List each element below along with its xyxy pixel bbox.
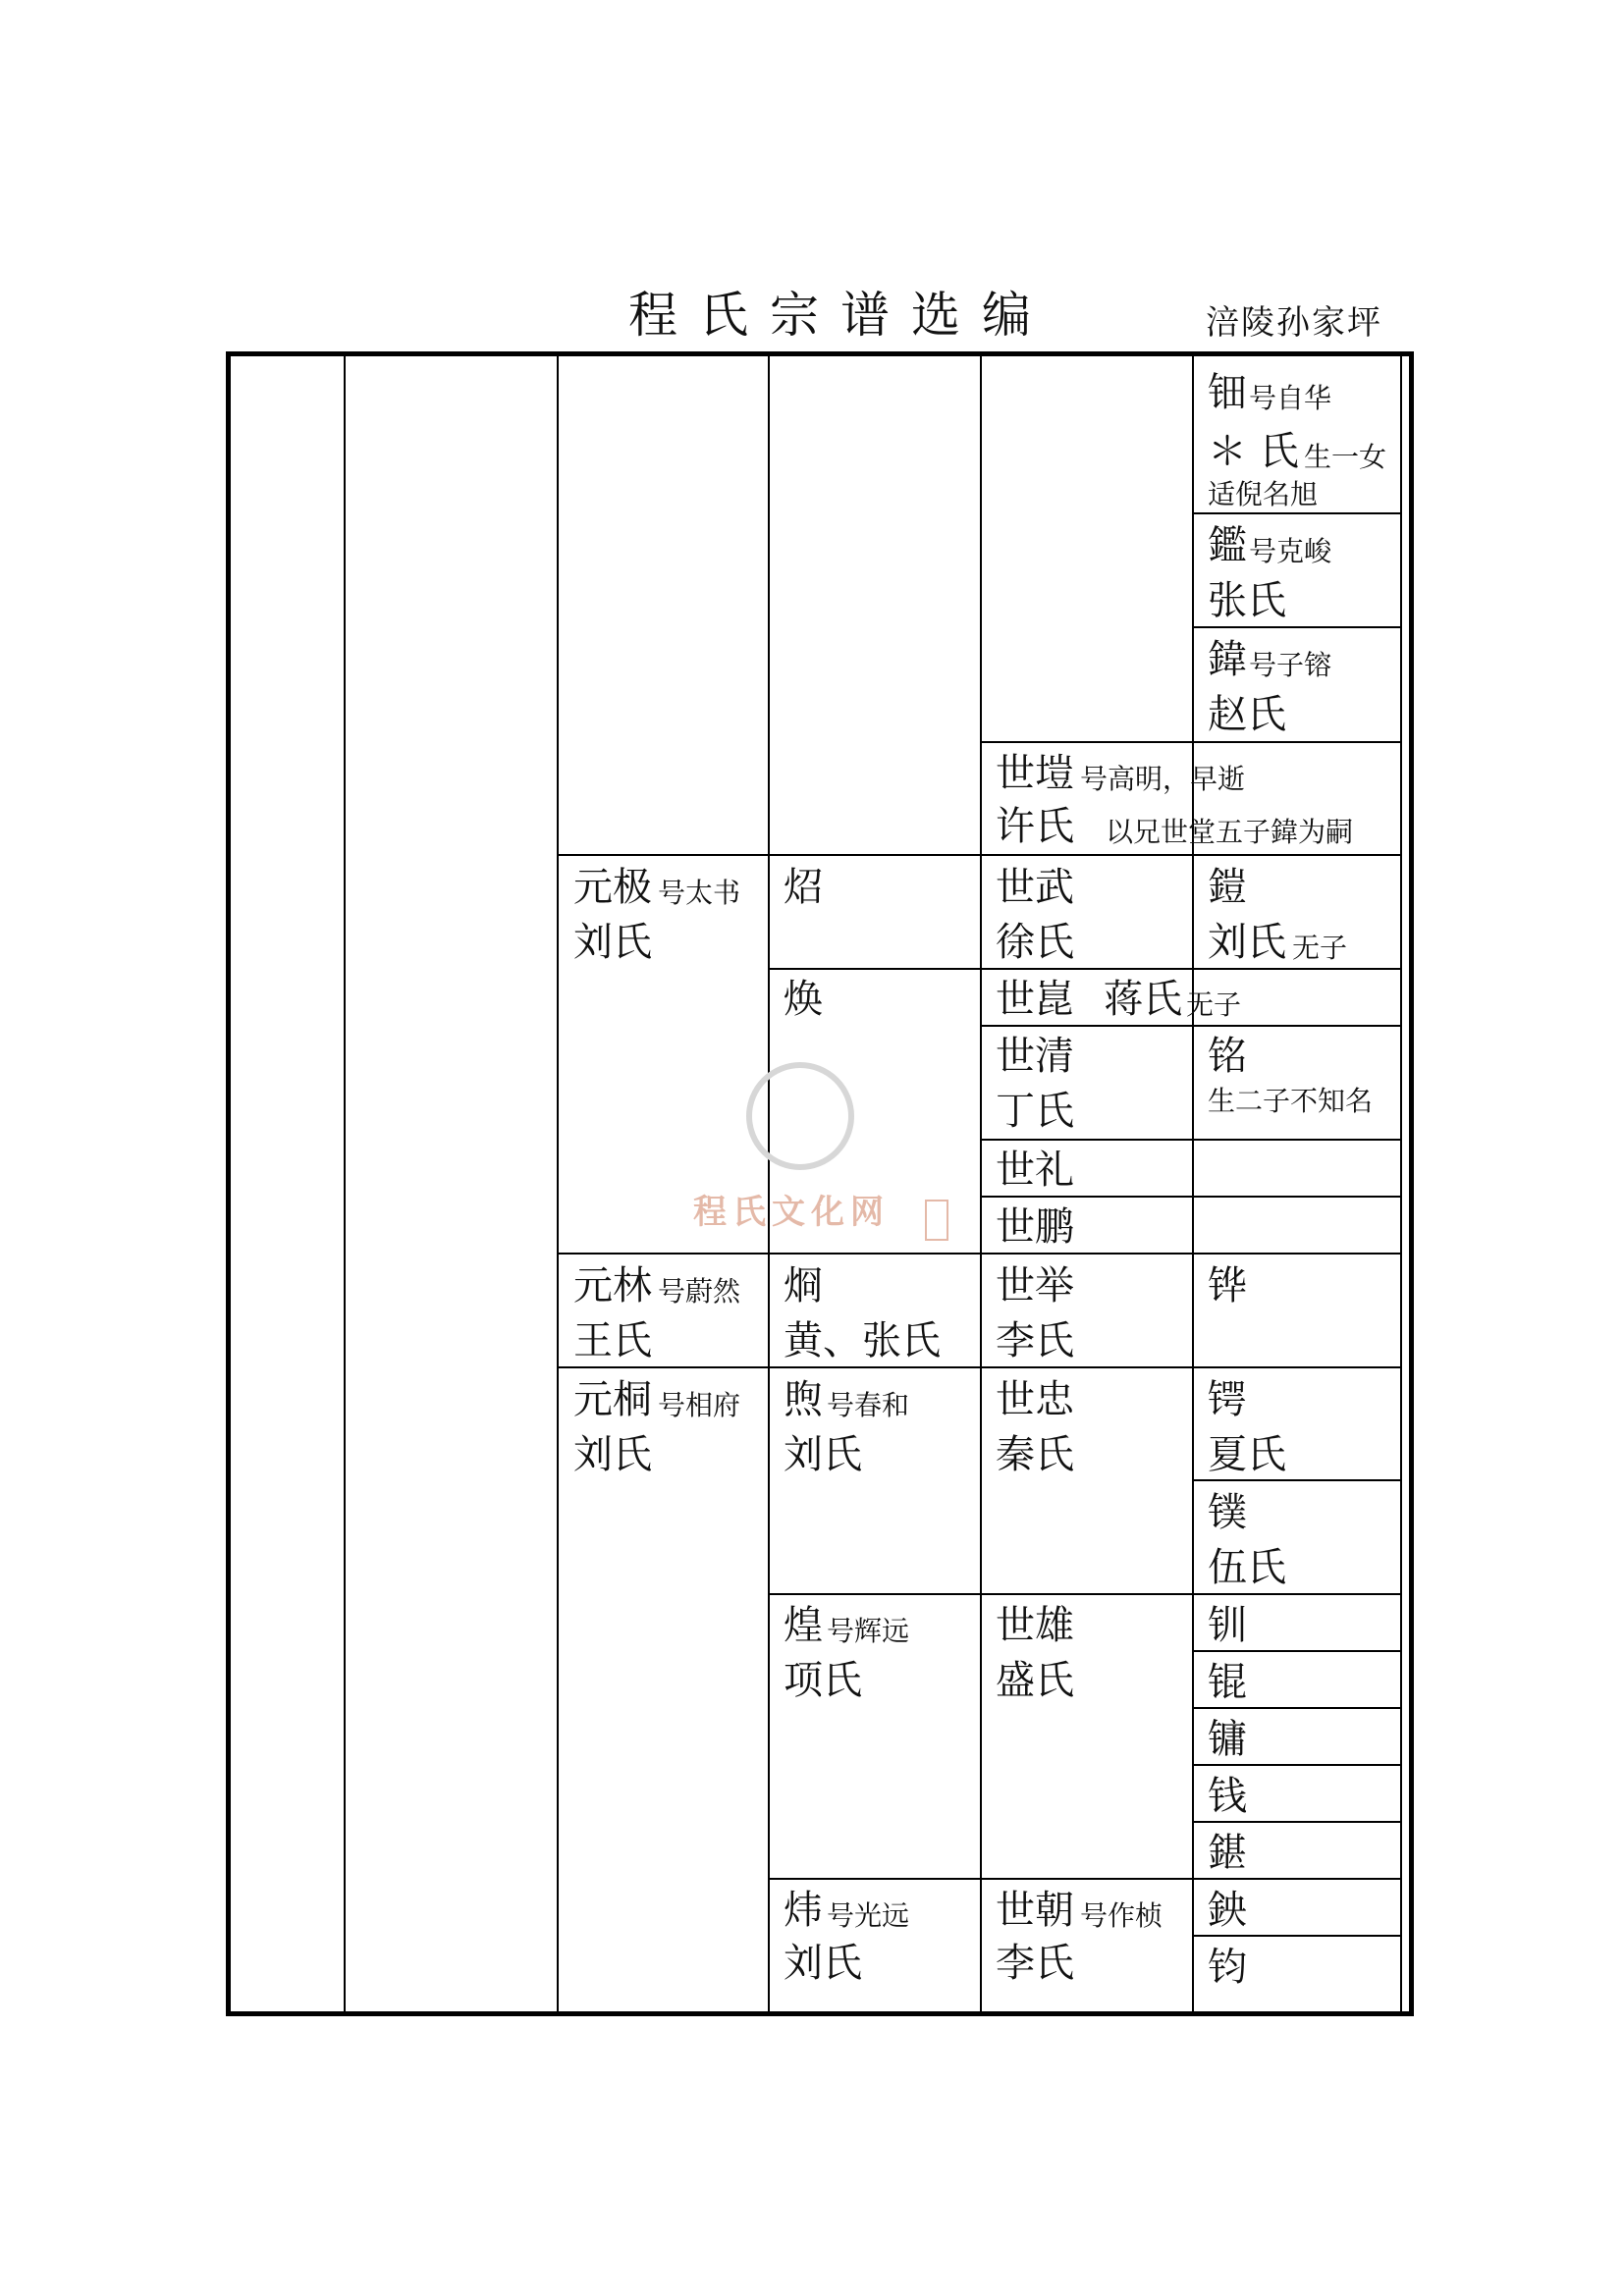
row-divider xyxy=(557,854,1402,856)
person-name: 世鹏 xyxy=(996,1204,1074,1250)
column-divider xyxy=(344,355,346,2012)
row-divider xyxy=(980,1025,1402,1027)
person-note: 无子 xyxy=(1292,932,1348,964)
row-divider xyxy=(1192,1935,1402,1937)
column-divider xyxy=(980,355,982,2012)
person-name: 焕 xyxy=(784,977,823,1022)
spouse-name: 蒋氏 xyxy=(1104,977,1182,1022)
watermark-seal-icon xyxy=(746,1062,854,1170)
spouse-name: 项氏 xyxy=(784,1658,862,1703)
spouse-name: 黄、张氏 xyxy=(784,1318,941,1363)
spouse-name: 夏氏 xyxy=(1208,1432,1286,1477)
person-note: 无子 xyxy=(1186,988,1242,1021)
spouse-name: 秦氏 xyxy=(996,1432,1074,1477)
spouse-name: 刘氏 xyxy=(573,920,652,965)
person-name: 钿 xyxy=(1208,370,1247,415)
spouse-name: 伍氏 xyxy=(1208,1545,1286,1590)
person-name: 鎧 xyxy=(1208,865,1247,910)
watermark-stamp-icon xyxy=(925,1200,948,1241)
person-hao: 号蔚然 xyxy=(658,1275,741,1308)
spouse-name: ＊ 氏 xyxy=(1208,429,1299,474)
person-name: 鍖 xyxy=(1208,1831,1247,1876)
spouse-name: 徐氏 xyxy=(996,920,1074,965)
person-hao: 号光远 xyxy=(827,1899,910,1932)
person-name: 世武 xyxy=(996,865,1074,910)
person-name: 铧 xyxy=(1208,1263,1247,1308)
person-name: 世塏 xyxy=(996,751,1074,796)
person-name: 世礼 xyxy=(996,1148,1074,1193)
person-name: 煦 xyxy=(784,1377,823,1422)
row-divider xyxy=(557,1366,1402,1368)
row-divider xyxy=(768,1593,1402,1595)
row-divider xyxy=(1192,1479,1402,1481)
person-name: 元桐 xyxy=(573,1377,652,1422)
person-hao: 号春和 xyxy=(827,1389,910,1421)
spouse-name: 刘氏 xyxy=(784,1432,862,1477)
row-divider xyxy=(1192,1650,1402,1652)
spouse-name: 张氏 xyxy=(1208,578,1286,623)
column-divider xyxy=(557,355,559,2012)
row-divider xyxy=(557,1253,1402,1255)
spouse-name: 李氏 xyxy=(996,1941,1074,1986)
watermark-text: 程氏文化网 xyxy=(693,1193,890,1232)
person-note: 生二子不知名 xyxy=(1208,1085,1374,1117)
row-divider xyxy=(1192,1764,1402,1766)
spouse-name: 盛氏 xyxy=(996,1658,1074,1703)
person-name: 炤 xyxy=(784,865,823,910)
person-name: 世崑 xyxy=(996,977,1074,1022)
person-name: 鉠 xyxy=(1208,1888,1247,1933)
row-divider xyxy=(768,1878,1402,1880)
person-hao: 号太书 xyxy=(658,877,741,909)
person-hao: 号子镕 xyxy=(1249,649,1332,681)
person-hao: 号作桢 xyxy=(1080,1899,1163,1932)
person-note: 生一女 xyxy=(1304,441,1387,473)
person-note: 以兄世堂五子鍏为嗣 xyxy=(1106,816,1354,848)
row-divider xyxy=(980,1196,1402,1198)
person-name: 钏 xyxy=(1208,1603,1247,1648)
spouse-name: 刘氏 xyxy=(784,1941,862,1986)
spouse-name: 刘氏 xyxy=(1208,920,1286,965)
spouse-name: 李氏 xyxy=(996,1318,1074,1363)
row-divider xyxy=(1192,1707,1402,1709)
row-divider xyxy=(1192,1821,1402,1823)
person-name: 元林 xyxy=(573,1263,652,1308)
spouse-name: 赵氏 xyxy=(1208,692,1286,737)
row-divider xyxy=(980,1139,1402,1141)
row-divider xyxy=(980,741,1402,743)
spouse-name: 丁氏 xyxy=(996,1089,1074,1134)
column-divider xyxy=(768,355,770,2012)
person-name: 煌 xyxy=(784,1603,823,1648)
person-name: 锷 xyxy=(1208,1377,1247,1422)
person-name: 世雄 xyxy=(996,1603,1074,1648)
row-divider xyxy=(1192,512,1402,514)
person-hao: 号辉远 xyxy=(827,1615,910,1647)
page-title: 程氏宗谱选编 xyxy=(628,287,1053,344)
spouse-name: 许氏 xyxy=(996,804,1074,849)
person-name: 鍏 xyxy=(1208,637,1247,682)
person-hao: 号高明，早逝 xyxy=(1080,763,1246,795)
person-name: 钱 xyxy=(1208,1774,1247,1819)
person-name: 钧 xyxy=(1208,1945,1247,1990)
spouse-name: 王氏 xyxy=(573,1318,652,1363)
person-name: 铭 xyxy=(1208,1034,1247,1079)
person-hao: 号自华 xyxy=(1249,382,1332,414)
person-name: 炜 xyxy=(784,1888,823,1933)
person-name: 烱 xyxy=(784,1263,823,1308)
person-name: 世举 xyxy=(996,1263,1074,1308)
spouse-name: 刘氏 xyxy=(573,1432,652,1477)
row-divider xyxy=(768,968,1402,970)
person-name: 锟 xyxy=(1208,1660,1247,1705)
person-name: 鑑 xyxy=(1208,523,1247,568)
person-name: 镛 xyxy=(1208,1717,1247,1762)
person-name: 镤 xyxy=(1208,1490,1247,1535)
place-name: 涪陵孙家坪 xyxy=(1206,303,1382,343)
person-hao: 号相府 xyxy=(658,1389,741,1421)
person-name: 世清 xyxy=(996,1034,1074,1079)
person-note: 适倪名旭 xyxy=(1208,478,1319,510)
person-name: 世忠 xyxy=(996,1377,1074,1422)
row-divider xyxy=(1192,626,1402,628)
person-name: 世朝 xyxy=(996,1888,1074,1933)
person-name: 元极 xyxy=(573,865,652,910)
person-hao: 号克峻 xyxy=(1249,535,1332,567)
